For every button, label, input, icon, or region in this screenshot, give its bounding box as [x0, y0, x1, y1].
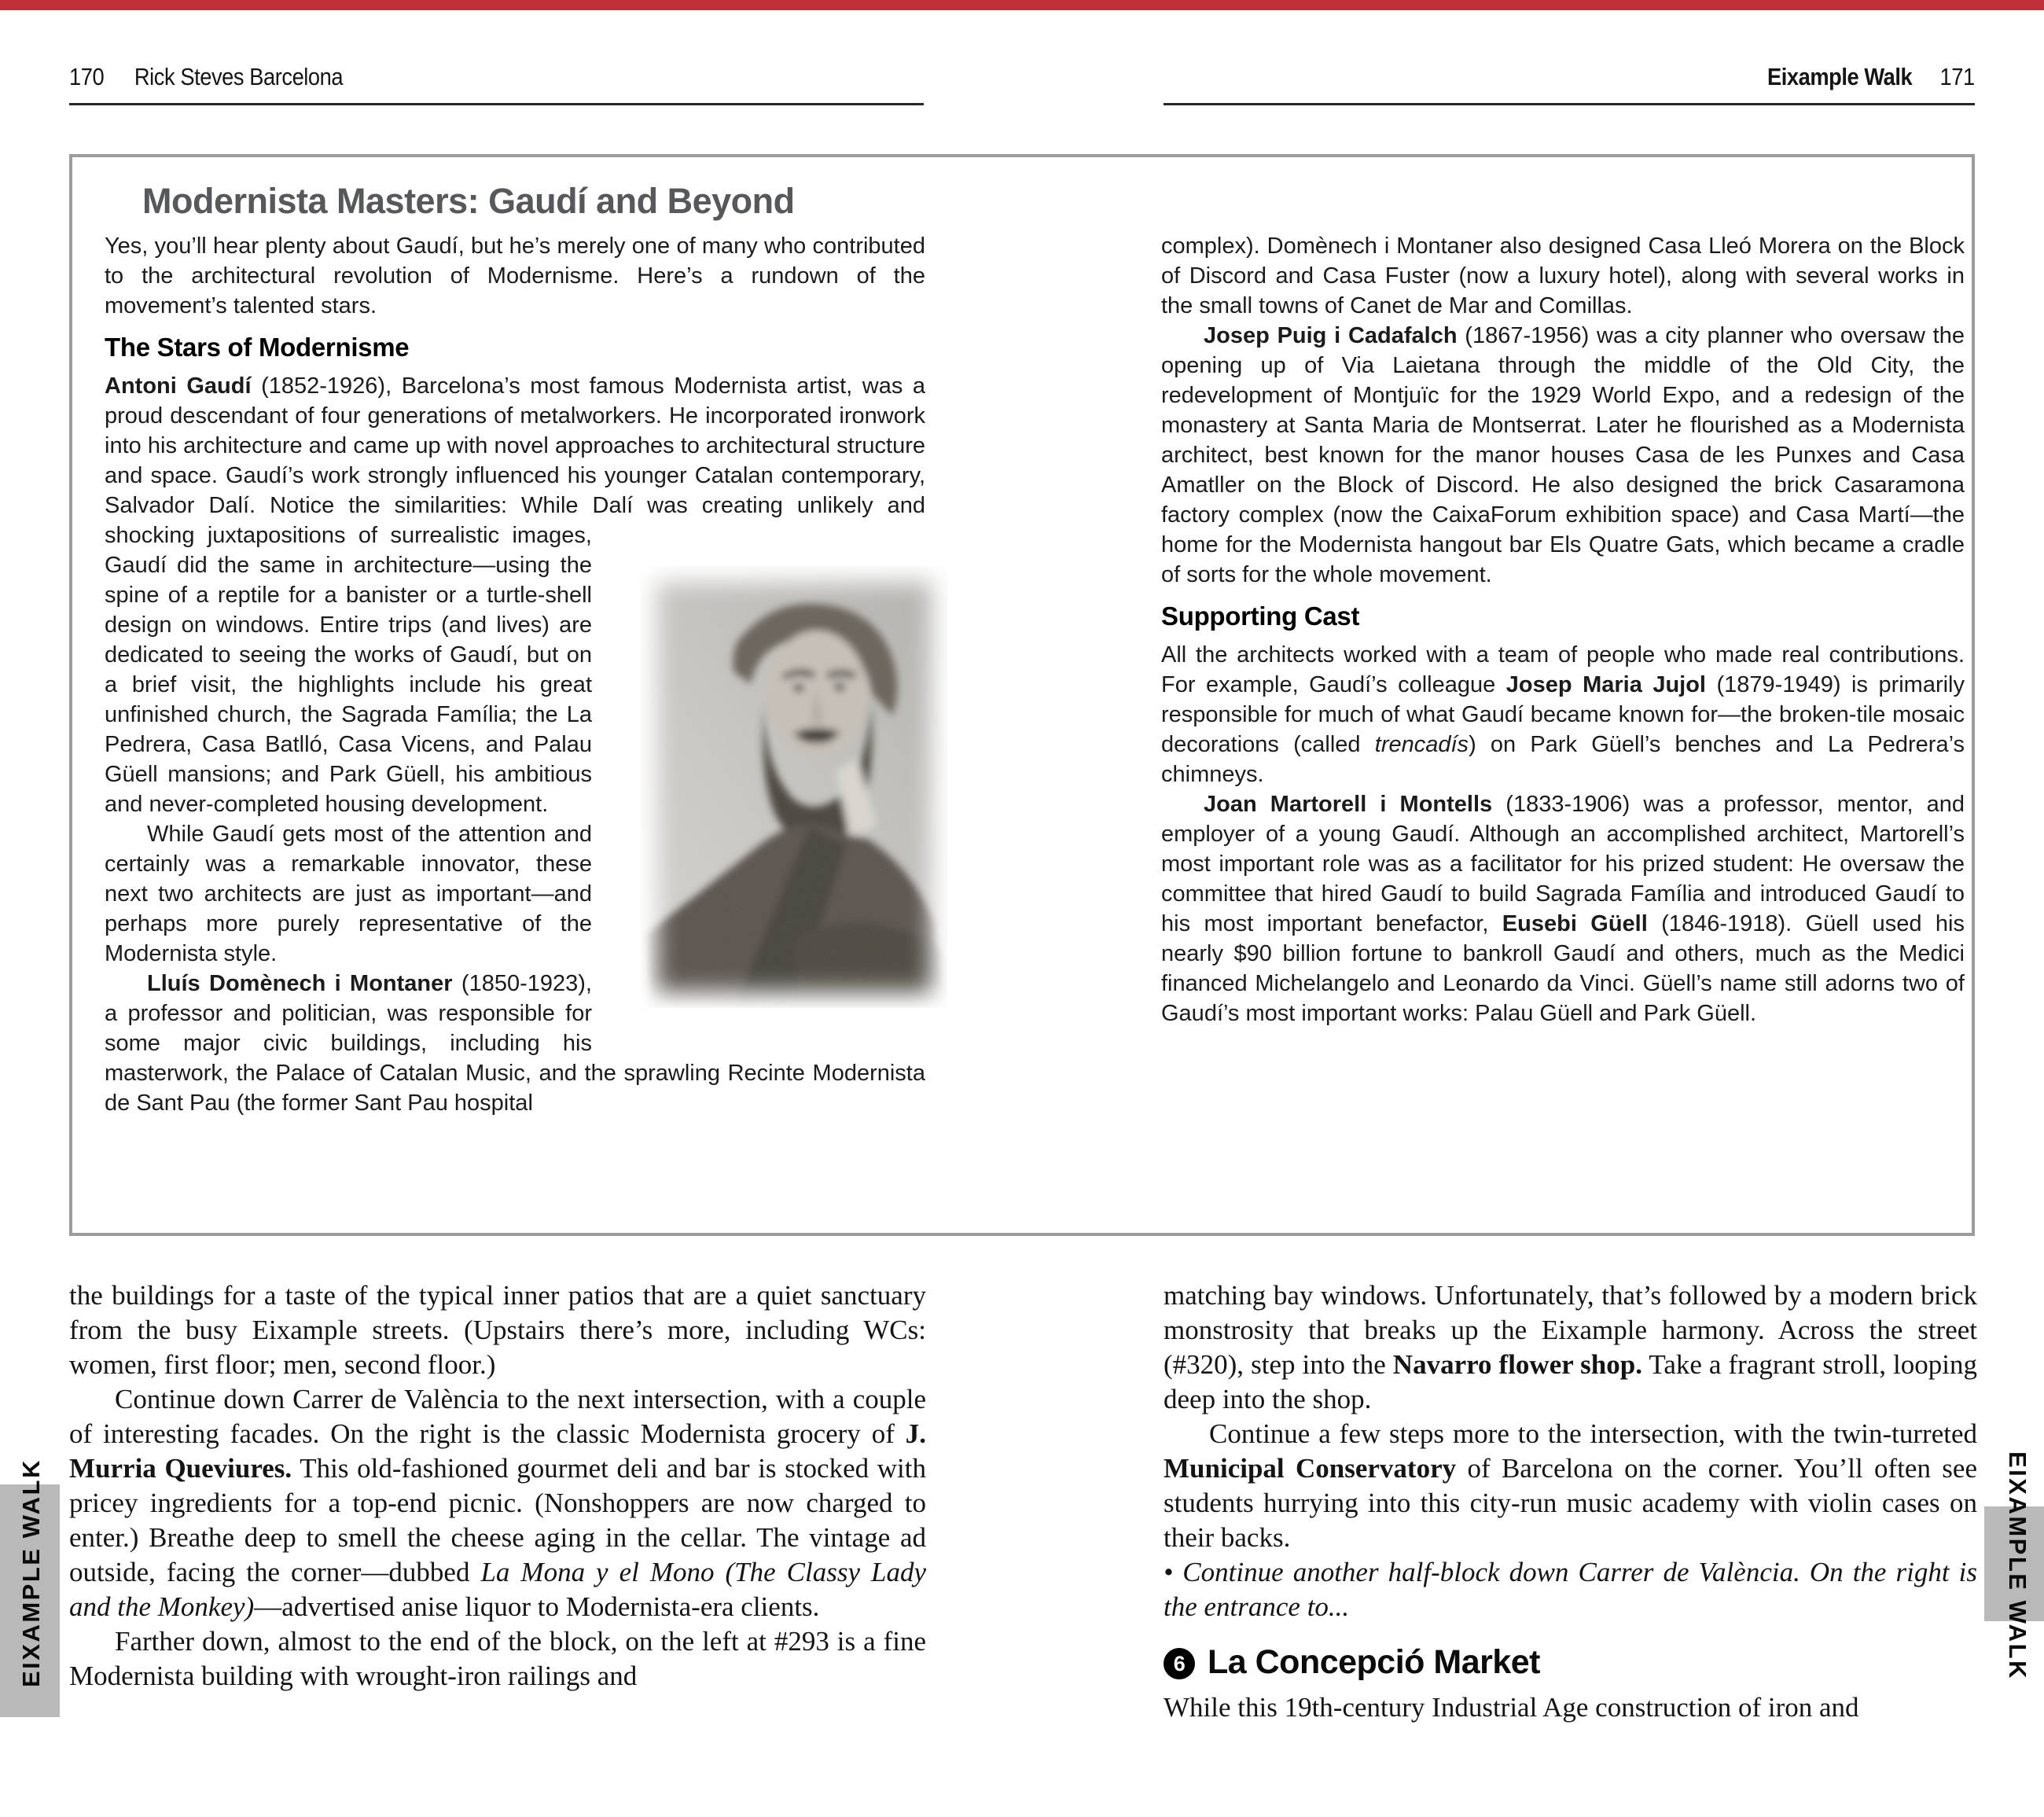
paragraph-puig-cadafalch: Josep Puig i Cadafalch (1867-1956) was a city planner who oversaw the opening up of Via Laietana through the middle of the Old City, the redevelopment of Montjuïc for the 1929 World Expo, and a redesign of the monastery at Santa Maria de Montserrat. Later he flourished as a Modernista architect, best known for the manor houses Casa de les Punxes and Casa Amatller on the Block of Discord. He also designed the brick Casaramona factory complex (now the CaixaForum exhibition space) and Casa Martí—the home for the Modernista hangout bar Els Quatre Gats, which became a cradle of sorts for the whole movement.: [1161, 323, 1965, 587]
paragraph-while-gaudi: While Gaudí gets most of the attention and certainly was a remarkable innovator, these next two architects are just as important—and perhaps more purely representative of the Modernista style.: [105, 822, 592, 966]
top-accent-bar: [0, 0, 2044, 10]
paragraph-murria: Continue down Carrer de València to the next intersection, with a couple of interesting facades. On the right is the classic Modernista grocery of J. Murria Queviures. This old-fashioned gourmet deli and bar is stocked with pricey ingredients for a top-end picnic. (Nonshoppers are now charged to enter.) Breathe deep to smell the cheese aging in the cellar. The vintage ad outside, facing the corner—dubbed La Mona y el Mono (The Classy Lady and the Monkey)—advertised anise liquor to Modernista-era clients.: [69, 1384, 927, 1622]
paragraph-market-intro: While this 19th-century Industrial Age construction of iron and: [1164, 1692, 1859, 1723]
sidebar-title: Modernista Masters: Gaudí and Beyond: [142, 181, 795, 221]
page-number-left: 170: [69, 63, 105, 90]
photo-feathered-edge: [641, 566, 947, 1008]
body-column-left: [69, 1278, 926, 1694]
paragraph-domenech-continued: complex). Domènech i Montaner also designed Casa Lleó Morera on the Block of Discord and Casa Fuster (now a luxury hotel), along with several works in the small towns of Canet de Mar and Comillas.: [1161, 234, 1965, 318]
body-column-right: [1164, 1278, 1977, 1725]
market-heading-label: La Concepció Market: [1208, 1643, 1540, 1681]
chapter-title: Eixample Walk: [1767, 63, 1913, 90]
heading-la-concepcio-market: [1164, 1645, 1977, 1679]
subheading-stars-of-modernisme: The Stars of Modernisme: [105, 333, 410, 362]
header-rule-left: [69, 103, 924, 105]
paragraph-antoni-gaudi: Antoni Gaudí (1852-1926), Barcelona’s most famous Modernista artist, was a proud descendant of four generations of metalworkers. He incorporated ironwork into his architecture and came up with novel approaches to architectural structure and space. Gaudí’s work strongly influenced his younger Catalan contemporary, Salvador Dalí. Notice the similarities: While Dalí was creating unlikely and shocking juxtapositions of surrealistic images, Gaudí did the same in architecture—using the spine of a reptile for a banister or a turtle-shell design on windows. Entire trips (and lives) are dedicated to seeing the works of Gaudí, but on a brief visit, the highlights include his great unfinished church, the Sagrada Família; the La Pedrera, Casa Batlló, Casa Vicens, and Palau Güell mansions; and Park Güell, his ambitious and never-completed housing development.: [105, 371, 925, 819]
running-header-right: [1767, 63, 1975, 91]
paragraph-farther-down: Farther down, almost to the end of the block, on the left at #293 is a fine Modernista building with wrought-iron railings and: [69, 1626, 926, 1691]
paragraph-martorell: Joan Martorell i Montells (1833-1906) was a professor, mentor, and employer of a young Gaudí. Although an accomplished architect, Martorell’s most important role was as a facilitator for his prized student: He oversaw the committee that hired Gaudí to build Sagrada Família and introduced Gaudí to his most important benefactor, Eusebi Güell (1846-1918). Güell used his nearly $90 billion fortune to bankroll Gaudí and others, much as the Medici financed Michelangelo and Leonardo da Vinci. Güell’s name still adorns two of Gaudí’s most important works: Palau Güell and Park Güell.: [1161, 792, 1965, 1026]
paragraph-bay-windows: matching bay windows. Unfortunately, that’s followed by a modern brick monstrosity that breaks up the Eixample harmony. Across the street (#320), step into the Navarro flower shop. Take a fragrant stroll, looping deep into the shop.: [1164, 1280, 1977, 1414]
paragraph-conservatory: Continue a few steps more to the intersection, with the twin-turreted Municipal Conservatory of Barcelona on the corner. You’ll often see students hurrying into this city-run music academy with violin cases on their backs.: [1164, 1418, 1977, 1553]
page-number-right: 171: [1939, 63, 1975, 90]
gaudi-portrait-photo: [641, 566, 947, 1008]
sidebar-column-right: [1161, 231, 1965, 1028]
market-number-badge: 6: [1164, 1648, 1195, 1679]
running-header-left: [69, 63, 343, 91]
edge-tab-right-label: EIXAMPLE WALK: [2004, 1451, 2031, 1680]
header-rule-right: [1164, 103, 1975, 105]
paragraph-domenech: Lluís Domènech i Montaner (1850-1923), a professor and politician, was responsible for some major civic buildings, including his masterwork, the Palace of Catalan Music, and the sprawling Recinte Modernista de Sant Pau (the former Sant Pau hospital: [105, 971, 925, 1116]
paragraph-jujol: All the architects worked with a team of people who made real contributions. For example, Gaudí’s colleague Josep Maria Jujol (1879-1949) is primarily responsible for much of what Gaudí became known for—the broken-tile mosaic decorations (called trencadís) on Park Güell’s benches and La Pedrera’s chimneys.: [1161, 642, 1965, 787]
sidebar-intro: Yes, you’ll hear plenty about Gaudí, but he’s merely one of many who contributed to the architectural revolution of Modernisme. Here’s a rundown of the movement’s talented stars.: [105, 234, 925, 318]
walk-direction-note: • Continue another half-block down Carrer de València. On the right is the entrance to...: [1164, 1557, 1977, 1622]
edge-tab-left-label: EIXAMPLE WALK: [17, 1458, 45, 1687]
subheading-supporting-cast: Supporting Cast: [1161, 601, 1360, 631]
book-title: Rick Steves Barcelona: [134, 63, 344, 90]
paragraph-inner-patios: the buildings for a taste of the typical inner patios that are a quiet sanctuary from the busy Eixample streets. (Upstairs there’s more, including WCs: women, first floor; men, second floor.): [69, 1280, 926, 1380]
